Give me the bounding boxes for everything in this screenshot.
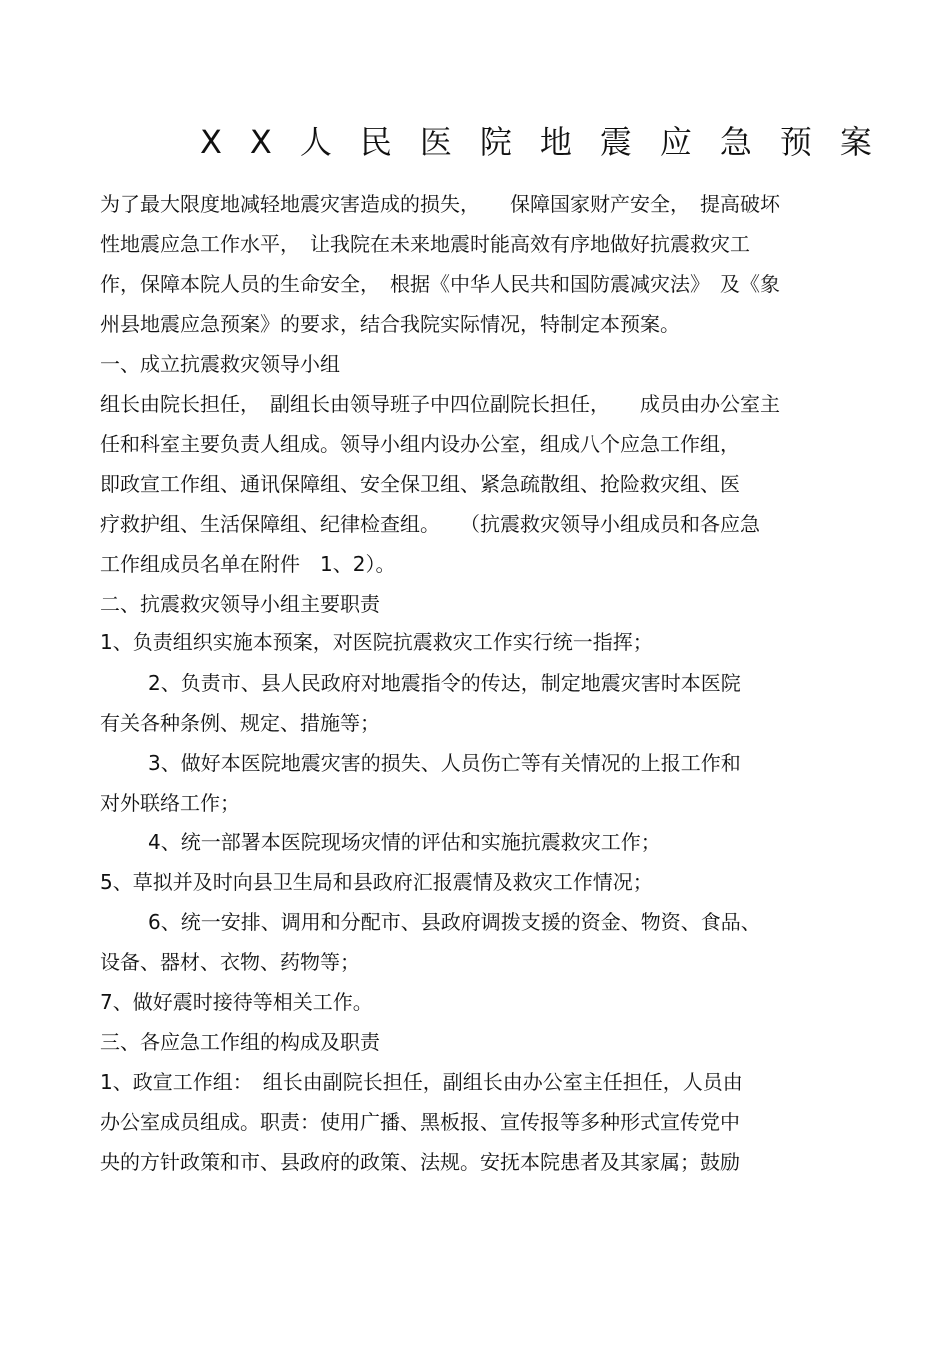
list-item: 2、负责市、县人民政府对地震指令的传达，制定地震灾害时本医院 — [148, 671, 741, 695]
paragraph-line: 疗救护组、生活保障组、纪律检查组。 （抗震救灾领导小组成员和各应急 — [100, 512, 760, 536]
list-item: 6、统一安排、调用和分配市、县政府调拨支援的资金、物资、食品、 — [148, 910, 761, 934]
section-heading: 二、抗震救灾领导小组主要职责 — [100, 592, 380, 616]
list-item: 1、政宣工作组： 组长由副院长担任，副组长由办公室主任担任，人员由 — [100, 1070, 743, 1094]
paragraph-line: 工作组成员名单在附件 1、2）。 — [100, 552, 396, 576]
list-item: 5、草拟并及时向县卫生局和县政府汇报震情及救灾工作情况； — [100, 870, 653, 894]
paragraph-line: 即政宣工作组、通讯保障组、安全保卫组、紧急疏散组、抢险救灾组、医 — [100, 472, 740, 496]
section-heading: 一、成立抗震救灾领导小组 — [100, 352, 340, 376]
paragraph-line: 性地震应急工作水平， 让我院在未来地震时能高效有序地做好抗震救灾工 — [100, 232, 750, 256]
paragraph-line: 办公室成员组成。职责：使用广播、黑板报、宣传报等多种形式宣传党中 — [100, 1110, 740, 1134]
paragraph-line: 州县地震应急预案》的要求，结合我院实际情况，特制定本预案。 — [100, 312, 680, 336]
paragraph-line: 为了最大限度地减轻地震灾害造成的损失， 保障国家财产安全， 提高破坏 — [100, 192, 780, 216]
paragraph-line: 组长由院长担任， 副组长由领导班子中四位副院长担任， 成员由办公室主 — [100, 392, 780, 416]
list-item: 4、统一部署本医院现场灾情的评估和实施抗震救灾工作； — [148, 830, 661, 854]
list-item: 7、做好震时接待等相关工作。 — [100, 990, 373, 1014]
list-item: 1、负责组织实施本预案，对医院抗震救灾工作实行统一指挥； — [100, 630, 653, 654]
paragraph-line: 作，保障本院人员的生命安全， 根据《中华人民共和国防震减灾法》 及《象 — [100, 272, 780, 296]
paragraph-line: 有关各种条例、规定、措施等； — [100, 711, 380, 735]
paragraph-line: 设备、器材、衣物、药物等； — [100, 950, 360, 974]
paragraph-line: 对外联络工作； — [100, 791, 240, 815]
list-item: 3、做好本医院地震灾害的损失、人员伤亡等有关情况的上报工作和 — [148, 751, 741, 775]
paragraph-line: 央的方针政策和市、县政府的政策、法规。安抚本院患者及其家属；鼓励 — [100, 1150, 740, 1174]
paragraph-line: 任和科室主要负责人组成。领导小组内设办公室，组成八个应急工作组， — [100, 432, 740, 456]
document-title: XX人民医院地震应急预案 — [200, 123, 900, 161]
section-heading: 三、各应急工作组的构成及职责 — [100, 1030, 380, 1054]
